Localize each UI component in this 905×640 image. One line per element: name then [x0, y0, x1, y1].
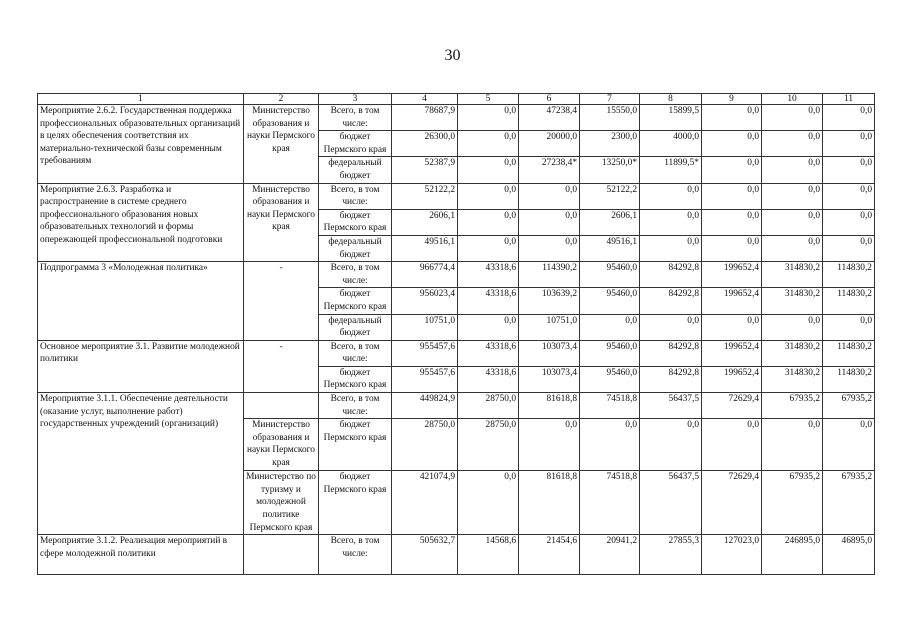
activity-cell: Подпрограмма 3 «Молодежная политика»	[38, 262, 244, 341]
source-cell: Всего, в том числе:	[319, 262, 392, 288]
value-cell: 0,0	[823, 183, 875, 209]
value-cell: 314830,2	[762, 262, 823, 288]
value-cell: 0,0	[702, 314, 762, 340]
value-cell: 13250,0*	[580, 157, 640, 183]
value-cell: 15899,5	[640, 105, 702, 131]
value-cell: 0,0	[640, 183, 702, 209]
value-cell: 199652,4	[702, 340, 762, 366]
value-cell: 95460,0	[580, 340, 640, 366]
value-cell: 28750,0	[458, 393, 519, 419]
value-cell: 52387,9	[392, 157, 458, 183]
source-cell: бюджет Пермского края	[319, 209, 392, 235]
activity-cell: Основное мероприятие 3.1. Развитие молодежной политики	[38, 340, 244, 392]
value-cell: 0,0	[762, 235, 823, 261]
value-cell: 81618,8	[519, 471, 580, 535]
table-row	[38, 183, 875, 209]
executor-cell: Министерство образования и науки Пермского края	[244, 419, 319, 471]
value-cell: 0,0	[702, 183, 762, 209]
value-cell: 2606,1	[392, 209, 458, 235]
value-cell: 114830,2	[823, 340, 875, 366]
value-cell: 21454,6	[519, 535, 580, 575]
source-cell: бюджет Пермского края	[319, 131, 392, 157]
budget-table	[37, 93, 875, 575]
value-cell: 2300,0	[580, 131, 640, 157]
source-cell: Всего, в том числе:	[319, 340, 392, 366]
value-cell: 114830,2	[823, 366, 875, 392]
value-cell: 0,0	[823, 235, 875, 261]
value-cell: 0,0	[640, 209, 702, 235]
value-cell: 84292,8	[640, 288, 702, 314]
value-cell: 49516,1	[392, 235, 458, 261]
column-header: 6	[519, 94, 580, 105]
value-cell: 0,0	[458, 183, 519, 209]
value-cell: 199652,4	[702, 288, 762, 314]
source-cell: Всего, в том числе:	[319, 183, 392, 209]
value-cell: 0,0	[640, 314, 702, 340]
value-cell: 27855,3	[640, 535, 702, 575]
source-cell: бюджет Пермского края	[319, 366, 392, 392]
source-cell: Всего, в том числе:	[319, 105, 392, 131]
value-cell: 74518,8	[580, 471, 640, 535]
value-cell: 10751,0	[392, 314, 458, 340]
value-cell: 0,0	[640, 419, 702, 471]
value-cell: 505632,7	[392, 535, 458, 575]
source-cell: федеральный бюджет	[319, 314, 392, 340]
value-cell: 0,0	[702, 157, 762, 183]
value-cell: 67935,2	[823, 393, 875, 419]
value-cell: 84292,8	[640, 340, 702, 366]
value-cell: 314830,2	[762, 288, 823, 314]
value-cell: 114830,2	[823, 262, 875, 288]
value-cell: 56437,5	[640, 471, 702, 535]
activity-cell: Мероприятие 3.1.1. Обеспечение деятельности (оказание услуг, выполнение работ) государственных учреждений (организаций)	[38, 393, 244, 535]
value-cell: 67935,2	[762, 393, 823, 419]
column-header: 3	[319, 94, 392, 105]
value-cell: 10751,0	[519, 314, 580, 340]
page-number: 30	[444, 47, 461, 64]
value-cell: 0,0	[823, 105, 875, 131]
value-cell: 28750,0	[458, 419, 519, 471]
value-cell: 421074,9	[392, 471, 458, 535]
value-cell: 49516,1	[580, 235, 640, 261]
value-cell: 0,0	[823, 209, 875, 235]
value-cell: 43318,6	[458, 366, 519, 392]
value-cell: 11899,5*	[640, 157, 702, 183]
executor-cell: -	[244, 340, 319, 392]
value-cell: 56437,5	[640, 393, 702, 419]
value-cell: 43318,6	[458, 288, 519, 314]
table-row	[38, 262, 875, 288]
value-cell: 0,0	[702, 105, 762, 131]
value-cell: 246895,0	[762, 535, 823, 575]
executor-cell: -	[244, 262, 319, 341]
column-header: 1	[38, 94, 244, 105]
value-cell: 0,0	[762, 157, 823, 183]
source-cell: Всего, в том числе:	[319, 535, 392, 575]
column-header: 8	[640, 94, 702, 105]
value-cell: 103073,4	[519, 366, 580, 392]
value-cell: 0,0	[458, 314, 519, 340]
value-cell: 955457,6	[392, 366, 458, 392]
value-cell: 0,0	[762, 131, 823, 157]
source-cell: бюджет Пермского края	[319, 288, 392, 314]
value-cell: 0,0	[702, 209, 762, 235]
value-cell: 0,0	[702, 419, 762, 471]
value-cell: 20941,2	[580, 535, 640, 575]
value-cell: 95460,0	[580, 262, 640, 288]
activity-cell: Мероприятие 2.6.2. Государственная поддержка профессиональных образовательных организаций в целях обеспечения соответствия их материально-технической базы современным требованиям	[38, 105, 244, 184]
table-header-row	[38, 94, 875, 105]
value-cell: 103639,2	[519, 288, 580, 314]
value-cell: 0,0	[762, 183, 823, 209]
source-cell: бюджет Пермского края	[319, 419, 392, 471]
value-cell: 0,0	[762, 419, 823, 471]
value-cell: 0,0	[823, 314, 875, 340]
value-cell: 114390,2	[519, 262, 580, 288]
value-cell: 966774,4	[392, 262, 458, 288]
value-cell: 47238,4	[519, 105, 580, 131]
table-row	[38, 393, 875, 419]
source-cell: бюджет Пермского края	[319, 471, 392, 535]
value-cell: 0,0	[762, 105, 823, 131]
value-cell: 0,0	[823, 419, 875, 471]
value-cell: 0,0	[458, 105, 519, 131]
column-header: 10	[762, 94, 823, 105]
value-cell: 955457,6	[392, 340, 458, 366]
value-cell: 28750,0	[392, 419, 458, 471]
value-cell: 52122,2	[392, 183, 458, 209]
value-cell: 0,0	[519, 183, 580, 209]
value-cell: 127023,0	[702, 535, 762, 575]
value-cell: 2606,1	[580, 209, 640, 235]
value-cell: 0,0	[458, 471, 519, 535]
value-cell: 0,0	[823, 157, 875, 183]
executor-cell: Министерство образования и науки Пермского края	[244, 183, 319, 262]
value-cell: 67935,2	[823, 471, 875, 535]
executor-cell: Министерство образования и науки Пермского края	[244, 105, 319, 184]
table-row	[38, 340, 875, 366]
executor-cell	[244, 393, 319, 419]
value-cell: 314830,2	[762, 366, 823, 392]
value-cell: 72629,4	[702, 393, 762, 419]
table-row	[38, 105, 875, 131]
value-cell: 84292,8	[640, 262, 702, 288]
value-cell: 72629,4	[702, 471, 762, 535]
source-cell: Всего, в том числе:	[319, 393, 392, 419]
value-cell: 26300,0	[392, 131, 458, 157]
table-row	[38, 535, 875, 575]
value-cell: 314830,2	[762, 340, 823, 366]
column-header: 7	[580, 94, 640, 105]
value-cell: 0,0	[762, 209, 823, 235]
value-cell: 0,0	[823, 131, 875, 157]
value-cell: 84292,8	[640, 366, 702, 392]
value-cell: 52122,2	[580, 183, 640, 209]
source-cell: федеральный бюджет	[319, 157, 392, 183]
value-cell: 74518,8	[580, 393, 640, 419]
value-cell: 20000,0	[519, 131, 580, 157]
value-cell: 0,0	[640, 235, 702, 261]
value-cell: 43318,6	[458, 340, 519, 366]
activity-cell: Мероприятие 2.6.3. Разработка и распространение в системе среднего профессионального образования новых образовательных технологий и формы опережающей профессиональной подготовки	[38, 183, 244, 262]
value-cell: 43318,6	[458, 262, 519, 288]
value-cell: 4000,0	[640, 131, 702, 157]
activity-cell: Мероприятие 3.1.2. Реализация мероприятий в сфере молодежной политики	[38, 535, 244, 575]
source-cell: федеральный бюджет	[319, 235, 392, 261]
value-cell: 114830,2	[823, 288, 875, 314]
value-cell: 103073,4	[519, 340, 580, 366]
value-cell: 0,0	[580, 314, 640, 340]
value-cell: 0,0	[702, 131, 762, 157]
value-cell: 449824,9	[392, 393, 458, 419]
value-cell: 15550,0	[580, 105, 640, 131]
value-cell: 0,0	[762, 314, 823, 340]
value-cell: 27238,4*	[519, 157, 580, 183]
column-header: 9	[702, 94, 762, 105]
value-cell: 0,0	[458, 131, 519, 157]
value-cell: 0,0	[458, 157, 519, 183]
value-cell: 0,0	[519, 209, 580, 235]
value-cell: 81618,8	[519, 393, 580, 419]
value-cell: 14568,6	[458, 535, 519, 575]
value-cell: 95460,0	[580, 288, 640, 314]
value-cell: 199652,4	[702, 366, 762, 392]
column-header: 4	[392, 94, 458, 105]
value-cell: 0,0	[580, 419, 640, 471]
value-cell: 956023,4	[392, 288, 458, 314]
value-cell: 46895,0	[823, 535, 875, 575]
value-cell: 78687,9	[392, 105, 458, 131]
value-cell: 199652,4	[702, 262, 762, 288]
value-cell: 0,0	[519, 419, 580, 471]
executor-cell: Министерство по туризму и молодежной политике Пермского края	[244, 471, 319, 535]
value-cell: 67935,2	[762, 471, 823, 535]
column-header: 5	[458, 94, 519, 105]
executor-cell	[244, 535, 319, 575]
value-cell: 0,0	[702, 235, 762, 261]
value-cell: 0,0	[458, 235, 519, 261]
column-header: 11	[823, 94, 875, 105]
value-cell: 95460,0	[580, 366, 640, 392]
value-cell: 0,0	[519, 235, 580, 261]
value-cell: 0,0	[458, 209, 519, 235]
column-header: 2	[244, 94, 319, 105]
